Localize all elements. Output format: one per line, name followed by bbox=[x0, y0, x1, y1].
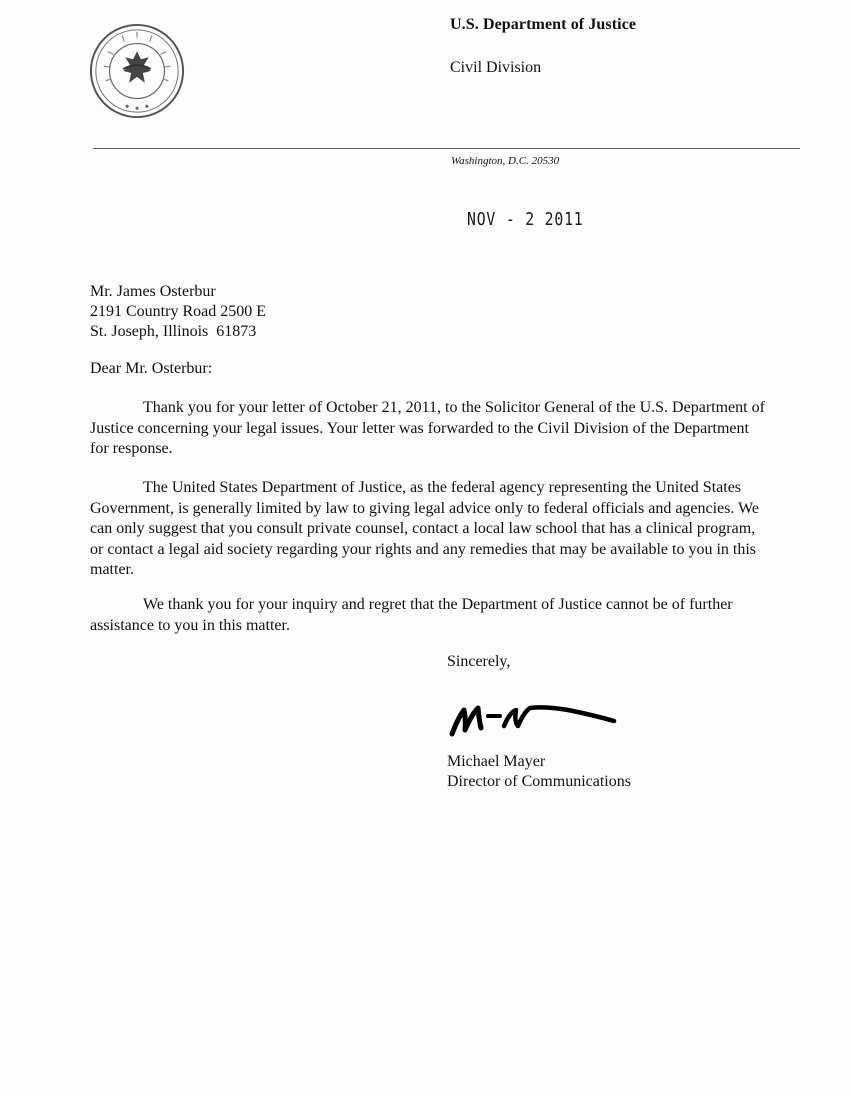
recipient-street: 2191 Country Road 2500 E bbox=[90, 303, 266, 320]
paragraph-text: The United States Department of Justice, as the federal agency representing the United States Government, is generally limited by law to giving legal advice only to federal officials and agencies. We can only suggest that you consult private counsel, contact a local law school that has a clinical program, or contact a legal aid society regarding your rights and any remedies that may be available to you in this matter. bbox=[90, 479, 760, 578]
office-location: Washington, D.C. 20530 bbox=[451, 155, 560, 167]
signer-title: Director of Communications bbox=[447, 773, 631, 790]
letterhead-divider bbox=[93, 148, 800, 149]
body-paragraph bbox=[90, 595, 770, 636]
recipient-city: St. Joseph, Illinois 61873 bbox=[90, 323, 257, 340]
signer-block bbox=[447, 752, 631, 792]
agency-name: U.S. Department of Justice bbox=[450, 16, 637, 33]
date-stamp: NOV - 2 2011 bbox=[467, 209, 584, 230]
handwritten-signature-icon bbox=[448, 696, 618, 740]
paragraph-text: We thank you for your inquiry and regret that the Department of Justice cannot be of further assistance to you in this matter. bbox=[90, 596, 733, 634]
closing: Sincerely, bbox=[447, 653, 511, 670]
paragraph-text: Thank you for your letter of October 21, 2011, to the Solicitor General of the U.S. Department of Justice concerning your legal issues. Your letter was forwarded to the Civil Division of the Department for response. bbox=[90, 399, 765, 457]
body-paragraph bbox=[90, 478, 770, 581]
division-name: Civil Division bbox=[450, 59, 542, 76]
signer-name: Michael Mayer bbox=[447, 753, 546, 770]
salutation: Dear Mr. Osterbur: bbox=[90, 360, 213, 377]
body-paragraph bbox=[90, 398, 770, 460]
recipient-name: Mr. James Osterbur bbox=[90, 283, 216, 300]
recipient-address bbox=[90, 282, 266, 342]
doj-seal-icon bbox=[88, 22, 186, 120]
